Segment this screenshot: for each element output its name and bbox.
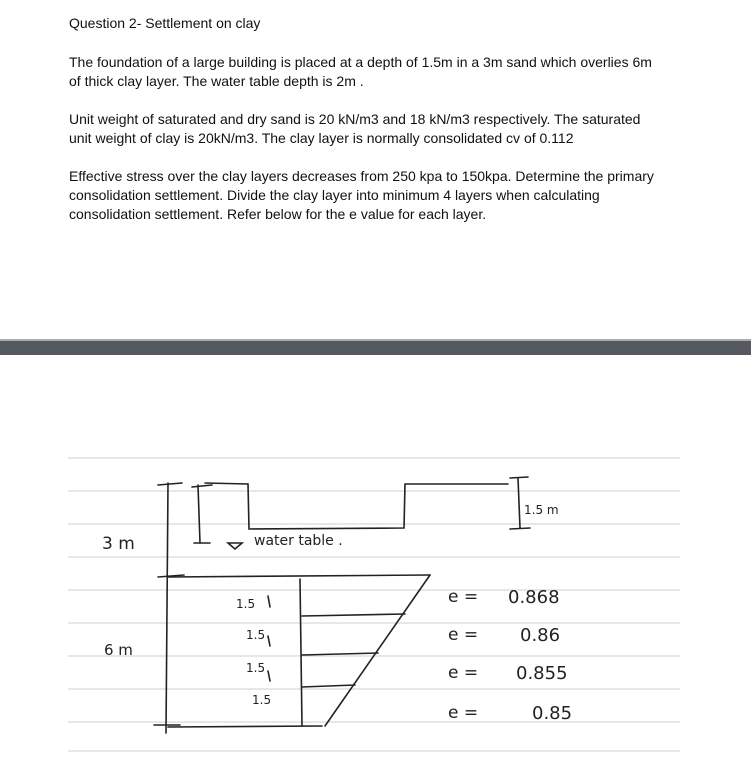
e-label-3: e =: [448, 663, 479, 683]
sublayer-2-thickness: 1.5: [246, 628, 266, 642]
para2-line1: Unit weight of saturated and dry sand is 20 kN/m3 and 18 kN/m3 respectively. The saturated: [69, 111, 641, 127]
sublayer-3-thickness: 1.5: [246, 661, 266, 675]
para1-line1: The foundation of a large building is placed at a depth of 1.5m in a 3m sand which overlies 6m: [69, 54, 652, 70]
para1-line2: of thick clay layer. The water table depth is 2m .: [69, 73, 364, 89]
e-value-1: 0.868: [508, 587, 560, 608]
foundation-depth-label: 1.5 m: [524, 503, 559, 517]
sublayer-4-thickness: 1.5: [252, 693, 272, 707]
e-label-4: e =: [448, 703, 479, 723]
soil-profile-sketch: [0, 353, 751, 773]
para3-line3: consolidation settlement. Refer below for the e value for each layer.: [69, 206, 487, 222]
para3-line2: consolidation settlement. Divide the clay layer into minimum 4 layers when calculating: [69, 187, 600, 203]
ruled-lines: [68, 458, 680, 751]
e-value-3: 0.855: [516, 663, 568, 684]
question-document: [69, 14, 709, 224]
water-table-label: water table .: [254, 533, 343, 549]
para2-line2: unit weight of clay is 20kN/m3. The clay layer is normally consolidated cv of 0.112: [69, 130, 574, 146]
e-label-1: e =: [448, 587, 479, 607]
e-value-4: 0.85: [532, 703, 573, 724]
clay-thickness-label: 6 m: [104, 641, 133, 659]
para3-line1: Effective stress over the clay layers decreases from 250 kpa to 150kpa. Determine the primary: [69, 168, 654, 184]
sand-thickness-label: 3 m: [102, 534, 135, 554]
question-title: Question 2- Settlement on clay: [69, 15, 261, 31]
e-label-2: e =: [448, 625, 479, 645]
sublayer-1-thickness: 1.5: [236, 597, 256, 611]
e-value-2: 0.86: [520, 625, 561, 646]
